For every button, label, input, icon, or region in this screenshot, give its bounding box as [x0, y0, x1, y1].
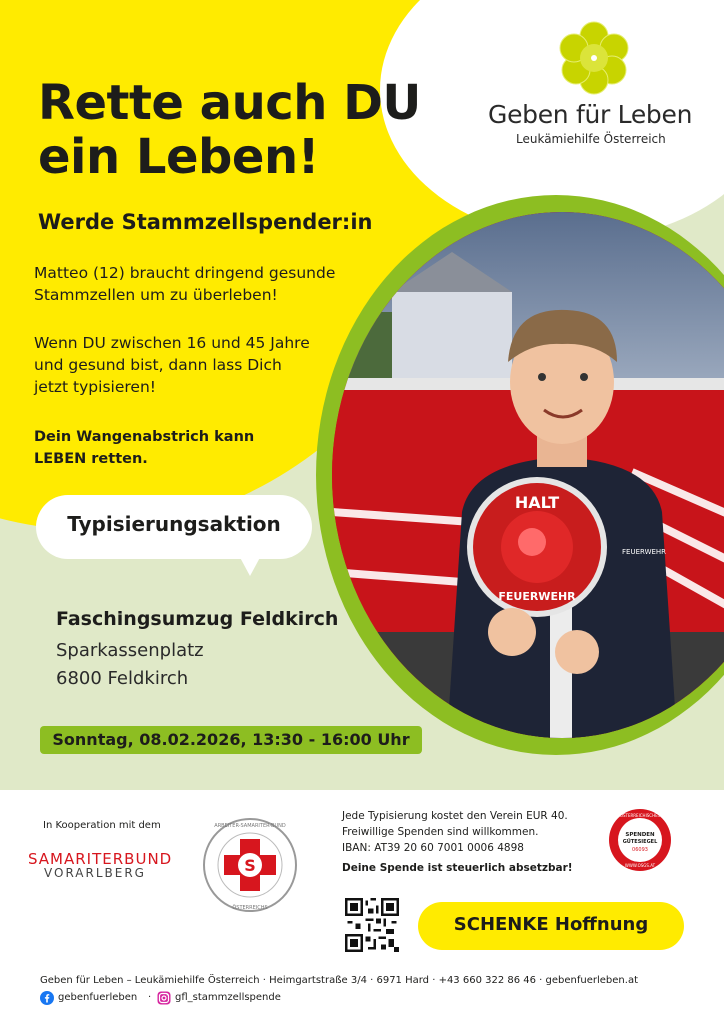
- cooperation-label: In Kooperation mit dem: [43, 820, 161, 831]
- seal-line-2: GÜTESIEGEL: [622, 839, 658, 845]
- instagram-handle[interactable]: gfl_stammzellspende: [175, 992, 281, 1003]
- seal-top-text: ARBEITER-SAMARITER-BUND: [214, 823, 286, 829]
- instagram-icon[interactable]: [157, 991, 171, 1005]
- paragraph-swab-line: Dein Wangenabstrich kann: [34, 429, 255, 445]
- headline-line-2: ein Leben!: [38, 129, 320, 185]
- paragraph-eligibility: [34, 332, 310, 398]
- event-street: Sparkassenplatz: [56, 640, 204, 661]
- social-separator: ·: [148, 992, 152, 1003]
- samariterbund-name: SAMARITERBUND: [28, 850, 173, 868]
- info-iban: IBAN: AT39 20 60 7001 0006 4898: [342, 842, 524, 854]
- speech-bubble-tail: [236, 550, 264, 576]
- seal-top: ÖSTERREICHISCHES: [619, 813, 661, 818]
- event-title: Faschingsumzug Feldkirch: [56, 608, 339, 630]
- subheadline: Werde Stammzellspender:in: [38, 210, 373, 234]
- paragraph-patient: [34, 262, 335, 306]
- facebook-handle[interactable]: gebenfuerleben: [58, 992, 138, 1003]
- seal-bottom: WWW.OSGS.AT: [624, 863, 656, 868]
- paragraph-eligibility-line: jetzt typisieren!: [34, 378, 156, 396]
- logo-name: Geben für Leben: [488, 100, 693, 129]
- facebook-icon[interactable]: [40, 991, 54, 1005]
- samariterbund-region: VORARLBERG: [44, 866, 146, 880]
- badge-text: FEUERWEHR: [622, 548, 667, 556]
- footer-address: Geben für Leben – Leukämiehilfe Österreich · Heimgartstraße 3/4 · 6971 Hard · +43 660 322 86 46 · gebenfuerleben.at: [40, 975, 638, 986]
- seal-bottom-text: ÖSTERREICHS: [232, 905, 268, 911]
- bubble-text: Typisierungsaktion: [67, 512, 281, 536]
- qr-code-icon[interactable]: [345, 898, 399, 952]
- info-tax: Deine Spende ist steuerlich absetzbar!: [342, 862, 573, 874]
- donate-cta-label: SCHENKE Hoffnung: [453, 914, 649, 935]
- event-city: 6800 Feldkirch: [56, 668, 189, 689]
- paragraph-patient-line: Stammzellen um zu überleben!: [34, 286, 278, 304]
- spendenguetesiegel-icon: [608, 808, 672, 872]
- seal-letter: S: [244, 856, 256, 875]
- headline-line-1: Rette auch DU: [38, 75, 421, 131]
- flower-logo-icon: [556, 20, 632, 96]
- info-donations: Freiwillige Spenden sind willkommen.: [342, 826, 539, 838]
- samariter-seal-icon: [200, 815, 300, 915]
- sign-top-text: HALT: [514, 493, 560, 512]
- seal-number: 06093: [632, 847, 648, 853]
- paragraph-swab-line: LEBEN retten.: [34, 451, 148, 467]
- info-cost: Jede Typisierung kostet den Verein EUR 40.: [342, 810, 568, 822]
- seal-line-1: SPENDEN: [625, 832, 655, 838]
- paragraph-eligibility-line: Wenn DU zwischen 16 und 45 Jahre: [34, 334, 310, 352]
- sign-bottom-text: FEUERWEHR: [498, 590, 576, 603]
- event-date: Sonntag, 08.02.2026, 13:30 - 16:00 Uhr: [52, 730, 410, 749]
- logo-subtitle: Leukämiehilfe Österreich: [516, 132, 666, 146]
- paragraph-swab: [34, 426, 254, 470]
- headline: [38, 76, 421, 184]
- paragraph-patient-line: Matteo (12) braucht dringend gesunde: [34, 264, 336, 282]
- paragraph-eligibility-line: und gesund bist, dann lass Dich: [34, 356, 282, 374]
